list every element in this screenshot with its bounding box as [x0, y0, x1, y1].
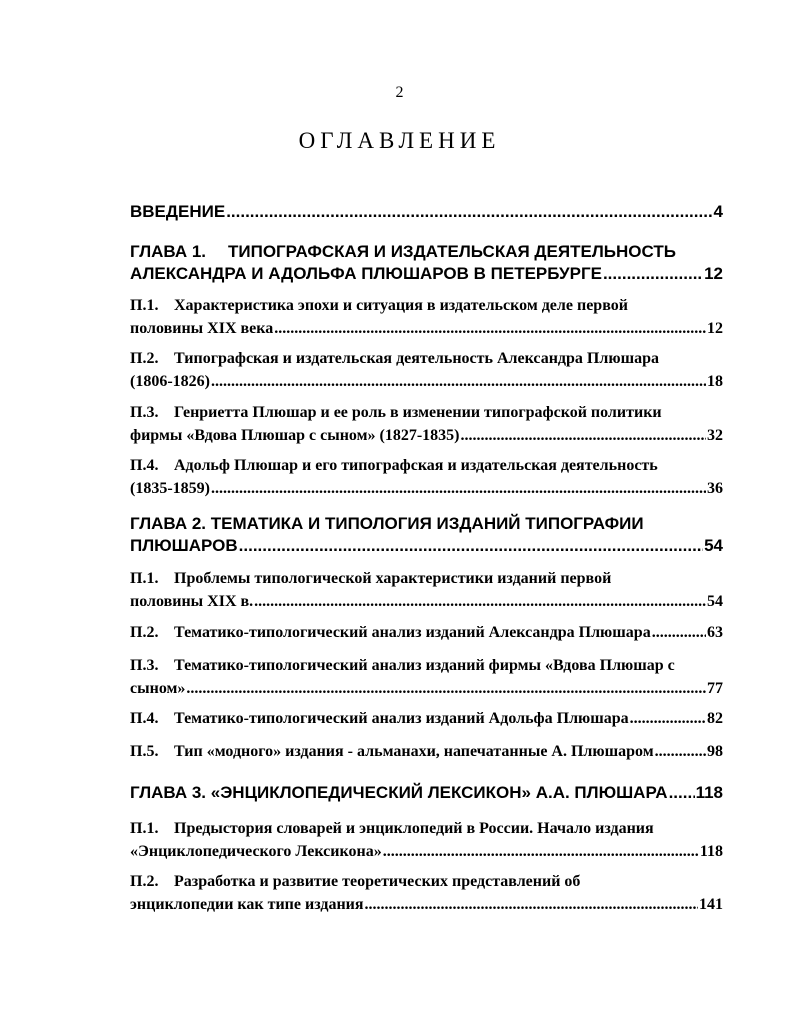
- toc-entry-section-3-1[interactable]: [130, 817, 723, 863]
- entry-text-continued: (1806-1826): [130, 373, 210, 390]
- entry-text-continued: сыном»: [130, 680, 186, 697]
- entry-text: Тематико-типологический анализ изданий Адольфа Плюшара: [174, 710, 629, 727]
- entry-page: 118: [695, 783, 723, 802]
- dot-leader: [186, 677, 706, 700]
- entry-text: Генриетта Плюшар и ее роль в изменении типографской политики: [174, 404, 662, 421]
- dot-leader: [274, 317, 706, 340]
- dot-leader: [461, 424, 707, 447]
- entry-text: ГЛАВА 2. ТЕМАТИКА И ТИПОЛОГИЯ ИЗДАНИЙ ТИПОГРАФИИ: [130, 514, 644, 533]
- dot-leader: [226, 201, 712, 223]
- entry-page: 12: [704, 264, 723, 283]
- entry-text: Адольф Плюшар и его типографская и издательская деятельность: [174, 457, 658, 474]
- dot-leader: [669, 782, 695, 804]
- dot-leader: [630, 707, 706, 730]
- toc-entry-chapter-2[interactable]: [130, 513, 723, 557]
- toc-entry-section-2-4[interactable]: [130, 707, 723, 730]
- entry-text: Тематико-типологический анализ изданий Александра Плюшара: [174, 624, 651, 641]
- section-label: П.4.: [130, 457, 159, 474]
- entry-page: 12: [707, 320, 723, 337]
- entry-text-continued: ПЛЮШАРОВ: [130, 536, 238, 555]
- toc-entry-chapter-1[interactable]: [130, 241, 723, 285]
- dot-leader: [603, 263, 703, 285]
- section-label: П.3.: [130, 657, 159, 674]
- section-label: П.1.: [130, 820, 159, 837]
- dot-leader: [254, 590, 706, 613]
- toc-entry-section-3-2[interactable]: [130, 870, 723, 916]
- chapter-label: ГЛАВА 1.: [130, 242, 207, 261]
- toc-entry-section-1-1[interactable]: [130, 294, 723, 340]
- toc-entry-section-2-1[interactable]: [130, 567, 723, 613]
- section-label: П.5.: [130, 743, 159, 760]
- section-label: П.4.: [130, 710, 159, 727]
- dot-leader: [652, 621, 706, 644]
- entry-page: 77: [707, 680, 723, 697]
- entry-text-continued: половины XIX в.: [130, 593, 254, 610]
- toc-entry-section-1-4[interactable]: [130, 454, 723, 500]
- toc-entry-section-1-3[interactable]: [130, 401, 723, 447]
- entry-text: Предыстория словарей и энциклопедий в России. Начало издания: [174, 820, 654, 837]
- dot-leader: [365, 893, 698, 916]
- entry-text: Разработка и развитие теоретических представлений об: [174, 873, 581, 890]
- entry-text: ТИПОГРАФСКАЯ И ИЗДАТЕЛЬСКАЯ ДЕЯТЕЛЬНОСТЬ: [228, 242, 676, 261]
- entry-text: Характеристика эпохи и ситуация в издательском деле первой: [174, 297, 628, 314]
- entry-text-continued: АЛЕКСАНДРА И АДОЛЬФА ПЛЮШАРОВ В ПЕТЕРБУРГЕ: [130, 264, 602, 283]
- entry-text: ГЛАВА 3. «ЭНЦИКЛОПЕДИЧЕСКИЙ ЛЕКСИКОН» А.А. ПЛЮШАРА: [130, 783, 668, 802]
- entry-page: 4: [713, 202, 723, 221]
- section-label: П.2.: [130, 624, 159, 641]
- dot-leader: [383, 840, 699, 863]
- entry-page: 63: [707, 624, 723, 641]
- dot-leader: [239, 535, 703, 557]
- section-label: П.2.: [130, 350, 159, 367]
- toc-entry-section-1-2[interactable]: [130, 347, 723, 393]
- section-label: П.2.: [130, 873, 159, 890]
- entry-page: 82: [707, 710, 723, 727]
- entry-page: 54: [704, 536, 723, 555]
- entry-text-continued: (1835-1859): [130, 480, 210, 497]
- entry-page: 141: [699, 896, 723, 913]
- entry-text: Типографская и издательская деятельность Александра Плюшара: [174, 350, 659, 367]
- page-title: ОГЛАВЛЕНИЕ: [298, 128, 501, 153]
- toc-entry-section-2-2[interactable]: [130, 621, 723, 644]
- toc-entry-introduction[interactable]: [130, 201, 723, 223]
- entry-page: 32: [707, 427, 723, 444]
- entry-text-continued: «Энциклопедического Лексикона»: [130, 843, 382, 860]
- entry-text-continued: энциклопедии как типе издания: [130, 896, 364, 913]
- entry-page: 118: [699, 843, 723, 860]
- section-label: П.1.: [130, 570, 159, 587]
- entry-text: ВВЕДЕНИЕ: [130, 202, 226, 221]
- entry-page: 54: [707, 593, 723, 610]
- entry-text-continued: половины XIX века: [130, 320, 274, 337]
- entry-text: Тематико-типологический анализ изданий фирмы «Вдова Плюшар с: [174, 657, 675, 674]
- entry-page: 18: [707, 373, 723, 390]
- dot-leader: [655, 740, 706, 763]
- entry-text: Проблемы типологической характеристики изданий первой: [174, 570, 612, 587]
- dot-leader: [211, 370, 706, 393]
- section-label: П.1.: [130, 297, 159, 314]
- section-label: П.3.: [130, 404, 159, 421]
- toc-entry-chapter-3[interactable]: [130, 782, 723, 804]
- entry-text: Тип «модного» издания - альманахи, напечатанные А. Плюшаром: [174, 743, 654, 760]
- entry-page: 98: [707, 743, 723, 760]
- dot-leader: [211, 477, 706, 500]
- entry-page: 36: [707, 480, 723, 497]
- toc-entry-section-2-5[interactable]: [130, 740, 723, 763]
- toc-entry-section-2-3[interactable]: [130, 654, 723, 700]
- entry-text-continued: фирмы «Вдова Плюшар с сыном» (1827-1835): [130, 427, 460, 444]
- page-number: 2: [395, 84, 404, 101]
